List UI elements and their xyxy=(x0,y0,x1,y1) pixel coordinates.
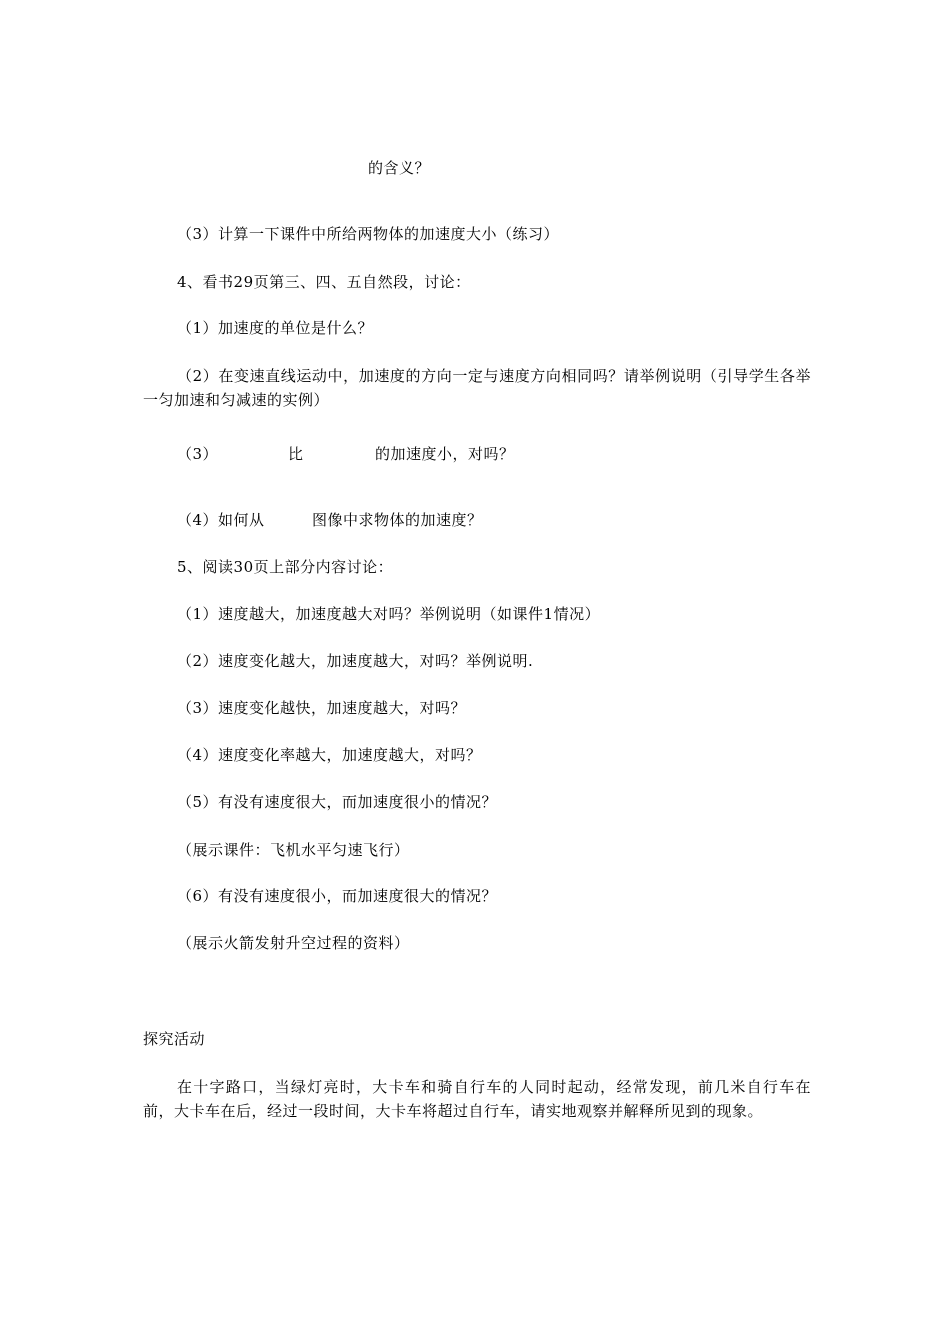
section-5-question-2: （2）速度变化越大，加速度越大，对吗？举例说明. xyxy=(177,652,534,670)
question-3-prefix: （3） xyxy=(177,445,219,463)
section-5-question-1: （1）速度越大，加速度越大对吗？举例说明（如课件1情况） xyxy=(177,605,601,623)
section-5-heading: 5、阅读30页上部分内容讨论： xyxy=(177,558,394,576)
section-4-heading: 4、看书29页第三、四、五自然段，讨论： xyxy=(177,273,471,291)
item-3-calculation: （3）计算一下课件中所给两物体的加速度大小（练习） xyxy=(177,225,560,243)
question-4-suffix: 图像中求物体的加速度？ xyxy=(312,511,483,529)
section-5-question-5: （5）有没有速度很大，而加速度很小的情况？ xyxy=(177,793,498,811)
question-3-suffix: 的加速度小，对吗？ xyxy=(375,445,515,463)
activity-body: 在十字路口，当绿灯亮时，大卡车和骑自行车的人同时起动，经常发现，前几米自行车在前，大卡车在后，经过一段时间，大卡车将超过自行车，请实地观察并解释所见到的现象。 xyxy=(143,1078,811,1120)
section-5-question-6: （6）有没有速度很小，而加速度很大的情况？ xyxy=(177,887,498,905)
question-4-prefix: （4）如何从 xyxy=(177,511,265,529)
section-5-demo-1: （展示课件：飞机水平匀速飞行） xyxy=(177,841,410,859)
meaning-fragment: 的含义？ xyxy=(368,159,431,177)
activity-title: 探究活动 xyxy=(143,1030,206,1048)
section-5-question-4: （4）速度变化率越大，加速度越大，对吗？ xyxy=(177,746,482,764)
section-5-question-3: （3）速度变化越快，加速度越大，对吗？ xyxy=(177,699,467,717)
section-5-demo-2: （展示火箭发射升空过程的资料） xyxy=(177,934,410,952)
question-3-middle: 比 xyxy=(288,445,304,463)
section-4-question-2: （2）在变速直线运动中，加速度的方向一定与速度方向相同吗？请举例说明（引导学生各举一匀加速和匀减速的实例） xyxy=(143,367,811,409)
section-4-question-1: （1）加速度的单位是什么？ xyxy=(177,319,374,337)
